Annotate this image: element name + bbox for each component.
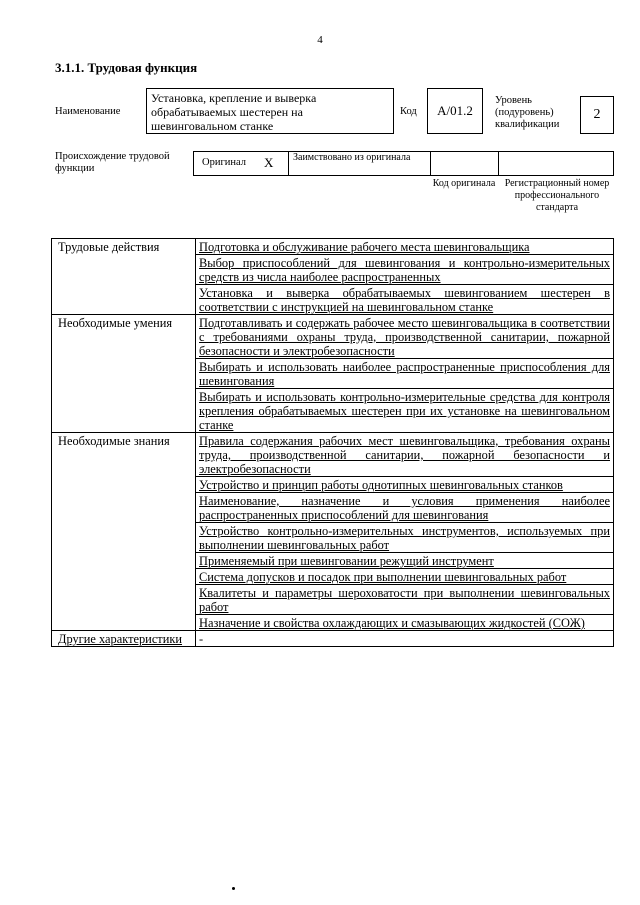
table-cell: Выбор приспособлений для шевингования и контрольно-измерительных средств из числа наиболее распространенных xyxy=(196,255,614,285)
category-knowledge: Необходимые знания xyxy=(52,433,196,631)
function-code-field: A/01.2 xyxy=(427,88,483,134)
category-labor-actions: Трудовые действия xyxy=(52,239,196,315)
table-cell: Подготавливать и содержать рабочее место шевинговальщика в соответствии с требованиями охраны труда, производственной санитарии, пожарной безопасности и электробезопасности xyxy=(196,315,614,359)
name-label: Наименование xyxy=(55,106,121,117)
code-caption: Код оригинала xyxy=(432,178,496,189)
table-cell: - xyxy=(196,631,614,647)
reg-caption: Регистрационный номер профессионального стандарта xyxy=(504,178,610,213)
table-row xyxy=(52,239,614,255)
table-row xyxy=(52,631,614,647)
function-name-field: Установка, крепление и выверка обрабатываемых шестерен на шевинговальном станке xyxy=(146,88,394,134)
level-label: Уровень (подуровень) квалификации xyxy=(495,95,560,130)
qualification-level-field: 2 xyxy=(580,96,614,134)
table-cell: Правила содержания рабочих мест шевинговальщика, требования охраны труда, производственной санитарии, пожарной безопасности и электробезопасности xyxy=(196,433,614,477)
category-other: Другие характеристики xyxy=(52,631,196,647)
table-cell: Наименование, назначение и условия применения наиболее распространенных приспособлений для шевингования xyxy=(196,493,614,523)
table-row xyxy=(52,315,614,359)
table-cell: Подготовка и обслуживание рабочего места шевинговальщика xyxy=(196,239,614,255)
origin-label: Происхождение трудовой функции xyxy=(55,151,170,174)
original-cell xyxy=(194,152,289,175)
original-mark: X xyxy=(264,155,274,170)
scan-mark xyxy=(232,887,235,890)
code-label: Код xyxy=(400,106,417,117)
page-number: 4 xyxy=(317,34,323,46)
table-cell: Применяемый при шевинговании режущий инструмент xyxy=(196,553,614,569)
table-cell: Устройство и принцип работы однотипных шевинговальных станков xyxy=(196,477,614,493)
origin-code-cell xyxy=(431,152,499,175)
function-table xyxy=(51,238,614,647)
table-cell: Выбирать и использовать контрольно-измерительные средства для контроля крепления обрабатываемых шестерен при их установке на шевинговальном станке xyxy=(196,389,614,433)
table-cell: Система допусков и посадок при выполнении шевинговальных работ xyxy=(196,569,614,585)
table-cell: Установка и выверка обрабатываемых шевингованием шестерен в соответствии с инструкцией на шевинговальном станке xyxy=(196,285,614,315)
table-cell: Устройство контрольно-измерительных инструментов, используемых при выполнении шевинговальных работ xyxy=(196,523,614,553)
table-cell: Назначение и свойства охлаждающих и смазывающих жидкостей (СОЖ) xyxy=(196,615,614,631)
table-cell: Квалитеты и параметры шероховатости при выполнении шевинговальных работ xyxy=(196,585,614,615)
borrowed-cell xyxy=(289,152,431,175)
origin-table xyxy=(193,151,614,176)
borrowed-label: Заимствовано из оригинала xyxy=(293,152,411,163)
table-cell: Выбирать и использовать наиболее распространенные приспособления для шевингования xyxy=(196,359,614,389)
category-skills: Необходимые умения xyxy=(52,315,196,433)
section-title: 3.1.1. Трудовая функция xyxy=(55,60,198,75)
table-row xyxy=(52,433,614,477)
original-label: Оригинал xyxy=(202,157,246,168)
reg-number-cell xyxy=(499,152,613,175)
